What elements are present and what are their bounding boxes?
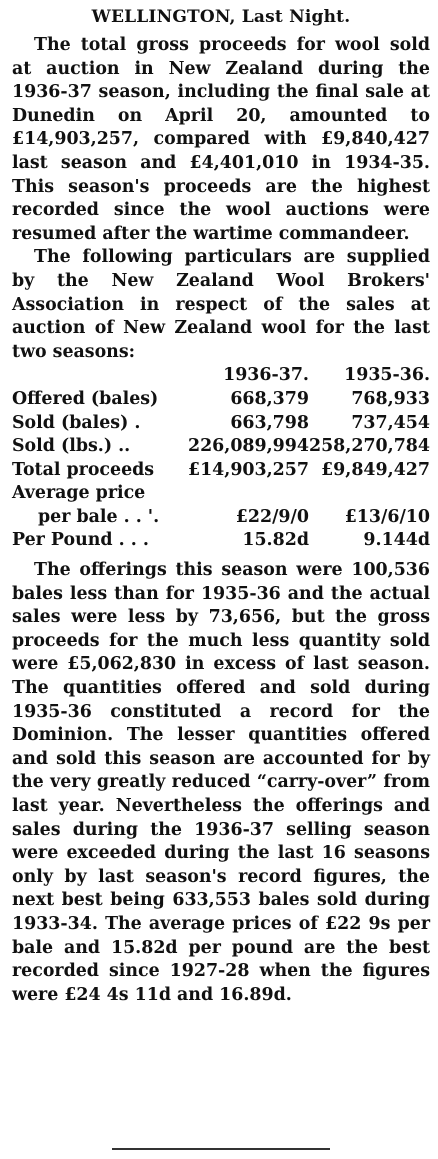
analysis-paragraph: The offerings this season were 100,536 bales less than for 1935-36 and the actual sales were less by 73,656, but the gross proceeds for the much less quantity sold were £5,062,830 in excess of last season. The quantities offered and sold during 1935-36 constituted a record for the Dominion. The lesser quantities offered and sold this season are accounted for by the very greatly reduced “carry-over” from last year. Nevertheless the offerings and sales during the 1936-37 selling season were exceeded during the last 16 seasons only by last season's record figures, the next best being 633,553 bales sold during 1933-34. The average prices of £22 9s per bale and 15.82d per pound are the best recorded since 1927-28 when the figures were £24 4s 11d and 16.89d. [12, 560, 430, 1005]
table-row [12, 388, 430, 412]
row-label: Per Pound . . . [12, 530, 149, 551]
row-value-1936-37: 226,089,994 [187, 436, 309, 457]
row-value-1935-36 [309, 482, 430, 506]
intro-paragraph: The total gross proceeds for wool sold at auction in New Zealand during the 1936-37 season, including the final sale at Dunedin on April 20, amounted to £14,903,257, compared with £9,840,427 last season and £4,401,010 in 1934-35. This season's proceeds are the highest recorded since the wool auctions were resumed after the wartime commandeer. [12, 35, 430, 244]
table-header-row [12, 364, 430, 388]
table-row [12, 529, 430, 553]
table-row [12, 506, 430, 530]
row-value-1936-37 [188, 482, 309, 506]
row-value-1935-36: 737,454 [351, 412, 430, 433]
table-row [12, 459, 430, 483]
headline: WELLINGTON, Last Night. [91, 7, 351, 27]
table-header-blank [12, 364, 188, 388]
particulars-paragraph: The following particulars are supplied by the New Zealand Wool Brokers' Association in respect of the sales at auction of New Zealand wool for the last two seasons: [12, 247, 430, 362]
row-value-1935-36: £13/6/10 [344, 506, 430, 527]
row-value-1935-36: 9.144d [363, 530, 430, 551]
row-label: Total proceeds [12, 459, 155, 480]
row-value-1936-37: 15.82d [242, 530, 309, 551]
row-label: Offered (bales) [12, 388, 159, 409]
row-value-1935-36: £9,849,427 [321, 459, 430, 480]
row-value-1936-37: 663,798 [230, 412, 309, 433]
row-label: per bale . . '. [38, 506, 160, 527]
end-rule-divider [112, 1148, 330, 1150]
row-value-1936-37: 668,379 [230, 388, 309, 409]
row-value-1936-37: £22/9/0 [235, 506, 309, 527]
row-label: Sold (lbs.) .. [12, 436, 131, 457]
row-value-1935-36: 768,933 [351, 388, 430, 409]
row-value-1936-37: £14,903,257 [187, 459, 309, 480]
wool-sales-table [12, 364, 430, 553]
col-header-1935-36: 1935-36. [344, 365, 430, 386]
table-row [12, 435, 430, 459]
row-value-1935-36: 258,270,784 [308, 436, 430, 457]
col-header-1936-37: 1936-37. [223, 365, 309, 386]
row-label: Average price [12, 483, 146, 504]
row-label: Sold (bales) . [12, 412, 141, 433]
table-row [12, 412, 430, 436]
table-row [12, 482, 430, 506]
